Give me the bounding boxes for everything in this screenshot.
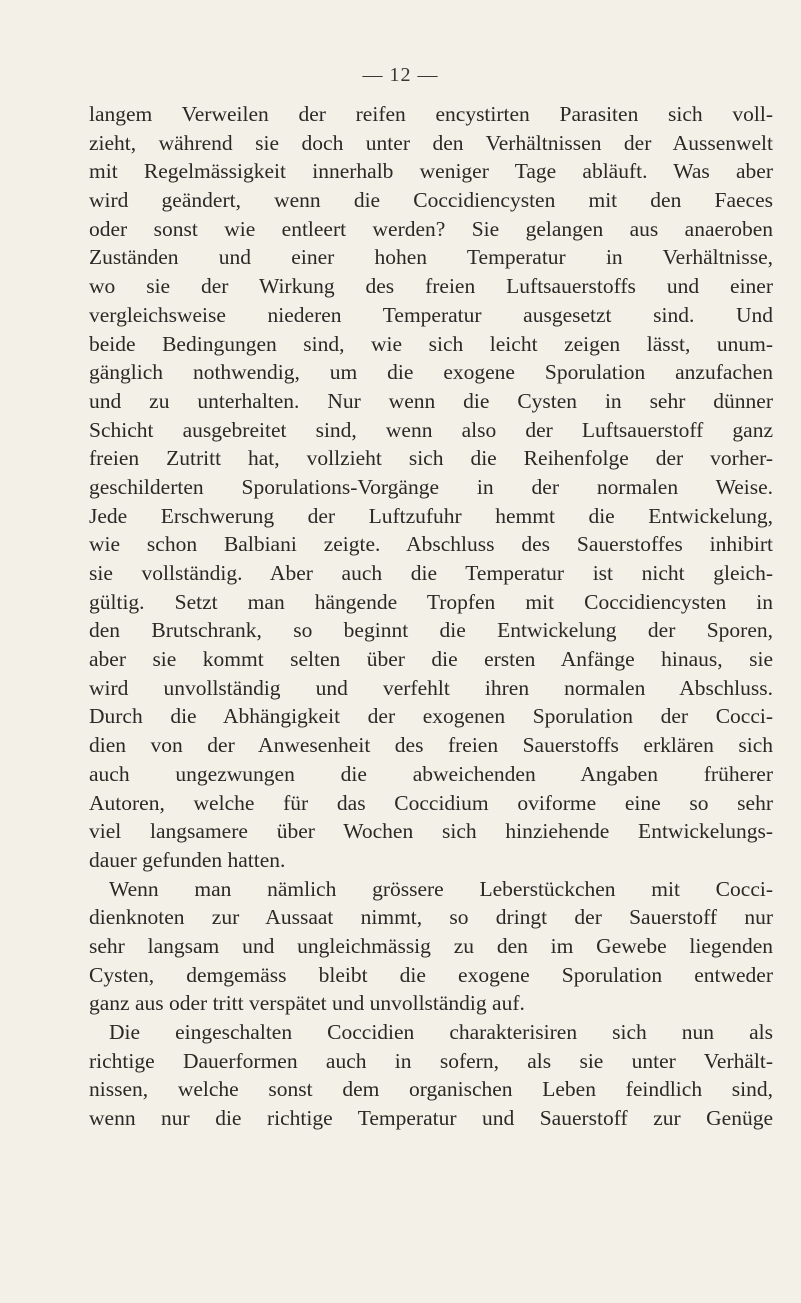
text-line: zieht, während sie doch unter den Verhältnissen der Aussenwelt <box>89 130 773 155</box>
text-line: richtige Dauerformen auch in sofern, als sie unter Verhält- <box>89 1048 773 1073</box>
text-line: wird geändert, wenn die Coccidiencysten mit den Faeces <box>89 188 773 213</box>
text-line: Zuständen und einer hohen Temperatur in Verhältnisse, <box>89 245 773 270</box>
paragraph-end-line: dauer gefunden hatten. <box>89 847 286 872</box>
text-line: den Brutschrank, so beginnt die Entwickelung der Sporen, <box>89 618 773 643</box>
text-line: geschilderten Sporulations-Vorgänge in der normalen Weise. <box>89 474 773 499</box>
text-line: wo sie der Wirkung des freien Luftsauerstoffs und einer <box>89 274 773 299</box>
text-line: sehr langsam und ungleichmässig zu den im Gewebe liegenden <box>89 933 773 958</box>
body-text <box>89 100 773 1133</box>
text-line: aber sie kommt selten über die ersten Anfänge hinaus, sie <box>89 647 773 672</box>
text-line: sie vollständig. Aber auch die Temperatur ist nicht gleich- <box>89 561 773 585</box>
paragraph-end-line: ganz aus oder tritt verspätet und unvollständig auf. <box>89 991 525 1016</box>
text-line: viel langsamere über Wochen sich hinziehende Entwickelungs- <box>89 819 773 844</box>
text-line: gültig. Setzt man hängende Tropfen mit Coccidiencysten in <box>89 589 773 614</box>
text-line: auch ungezwungen die abweichenden Angaben früherer <box>89 761 773 786</box>
text-line: langem Verweilen der reifen encystirten Parasiten sich voll- <box>89 102 773 126</box>
text-line: freien Zutritt hat, vollzieht sich die Reihenfolge der vorher- <box>89 446 773 471</box>
text-line: wird unvollständig und verfehlt ihren normalen Abschluss. <box>89 675 773 700</box>
paragraph-start-line: Die eingeschalten Coccidien charakterisiren sich nun als <box>109 1020 773 1044</box>
text-line: Autoren, welche für das Coccidium oviforme eine so sehr <box>89 790 773 815</box>
text-line: Jede Erschwerung der Luftzufuhr hemmt die Entwickelung, <box>89 503 773 528</box>
text-line: Schicht ausgebreitet sind, wenn also der Luftsauerstoff ganz <box>89 417 773 442</box>
text-line: oder sonst wie entleert werden? Sie gelangen aus anaeroben <box>89 216 773 241</box>
text-line: dien von der Anwesenheit des freien Sauerstoffs erklären sich <box>89 733 773 758</box>
text-line: mit Regelmässigkeit innerhalb weniger Tage abläuft. Was aber <box>89 159 773 184</box>
text-line: wenn nur die richtige Temperatur und Sauerstoff zur Genüge <box>89 1106 773 1131</box>
text-line: gänglich nothwendig, um die exogene Sporulation anzufachen <box>89 360 773 385</box>
text-line: dienknoten zur Aussaat nimmt, so dringt der Sauerstoff nur <box>89 905 773 930</box>
text-line: beide Bedingungen sind, wie sich leicht zeigen lässt, unum- <box>89 331 773 356</box>
paragraph-start-line: Wenn man nämlich grössere Leberstückchen mit Cocci- <box>109 876 773 901</box>
text-line: vergleichsweise niederen Temperatur ausgesetzt sind. Und <box>89 302 773 327</box>
text-line: und zu unterhalten. Nur wenn die Cysten in sehr dünner <box>89 388 773 413</box>
page-number: — 12 — <box>362 64 439 86</box>
text-line: Durch die Abhängigkeit der exogenen Sporulation der Cocci- <box>89 704 773 729</box>
text-line: Cysten, demgemäss bleibt die exogene Sporulation entweder <box>89 962 773 987</box>
text-line: wie schon Balbiani zeigte. Abschluss des Sauerstoffes inhibirt <box>89 532 773 557</box>
text-line: nissen, welche sonst dem organischen Leben feindlich sind, <box>89 1077 773 1102</box>
